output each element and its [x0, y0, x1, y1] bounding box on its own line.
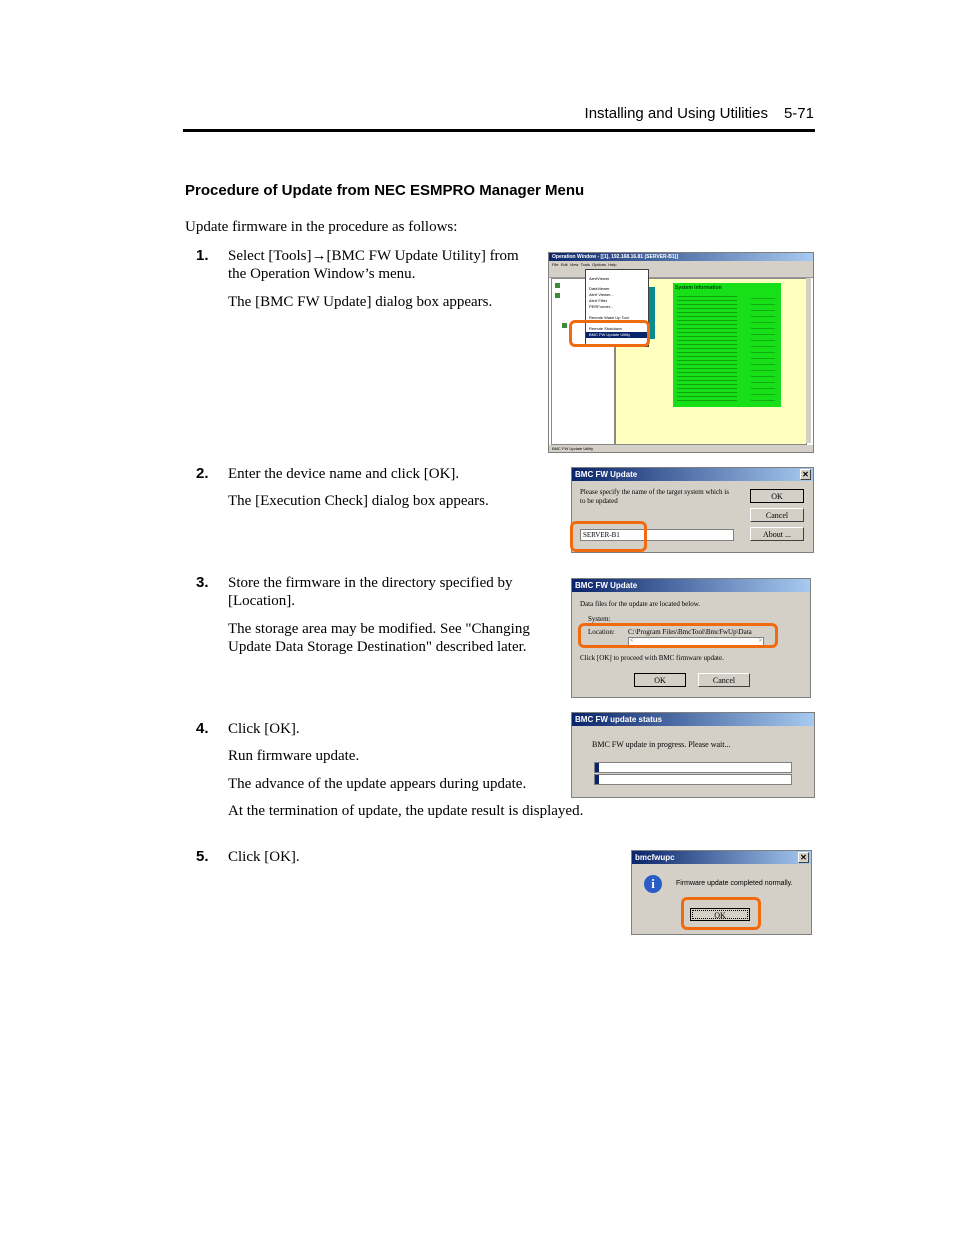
progress-bar-1	[594, 762, 792, 773]
menu-item-remote-shutdown[interactable]: Remote Shutdown	[589, 326, 622, 331]
dialog-titlebar	[632, 851, 811, 864]
menu-options[interactable]: Options	[592, 262, 606, 267]
step-3-number: 3.	[196, 574, 209, 591]
page-number: 5-71	[783, 105, 814, 122]
progress-fill	[595, 775, 599, 784]
system-name-input[interactable]: SERVER-B1	[580, 529, 734, 541]
step-5-text: Click [OK].	[228, 849, 300, 865]
ok-button[interactable]: OK	[690, 908, 750, 921]
menu-help[interactable]: Help	[608, 262, 617, 267]
menu-item-remote-wake-up[interactable]: Remote Wake Up Tool	[589, 315, 629, 320]
highlight-system-name-input	[570, 521, 647, 552]
operation-window-titlebar: Operation Window - [[1], 192.168.16.81 (SERVER-B1)]	[549, 253, 813, 261]
location-value: C:\Program Files\BmcTool\BmcFwUp\Data	[628, 628, 752, 636]
proceed-text: Click [OK] to proceed with BMC firmware update.	[580, 654, 724, 662]
step-4-note: Run firmware update.	[228, 748, 360, 764]
scroll-left-icon[interactable]: <	[630, 638, 634, 644]
cancel-button[interactable]: Cancel	[750, 508, 804, 522]
system-information-panel	[673, 283, 781, 407]
menu-tools[interactable]: Tools	[580, 262, 590, 267]
section-heading: Procedure of Update from NEC ESMPRO Manager Menu	[185, 182, 585, 199]
menu-file[interactable]: File	[552, 262, 559, 267]
menu-edit[interactable]: Edit	[560, 262, 568, 267]
progress-bar-2	[594, 774, 792, 785]
step-4-text: Click [OK].	[228, 721, 300, 737]
tree-node-icon	[555, 283, 560, 288]
highlight-ok-button	[681, 897, 761, 930]
ok-button[interactable]: OK	[750, 489, 804, 503]
step-3-text	[228, 574, 512, 610]
step-4-note: At the termination of update, the update result is displayed.	[228, 803, 584, 819]
info-values	[751, 293, 775, 401]
close-icon[interactable]: ✕	[798, 852, 809, 863]
step-3-line: [Location].	[228, 593, 296, 609]
step-1-note: The [BMC FW Update] dialog box appears.	[228, 294, 493, 310]
close-icon[interactable]: ✕	[800, 469, 811, 480]
running-header	[585, 105, 814, 122]
about-button[interactable]: About ...	[750, 527, 804, 541]
cancel-button[interactable]: Cancel	[698, 673, 750, 687]
menu-item-bmc-fw-update-utility[interactable]: BMC FW Update Utility	[586, 332, 648, 338]
step-1-line: the Operation Window’s menu.	[228, 266, 416, 282]
step-3-note-line: The storage area may be modified. See "Changing	[228, 621, 530, 637]
completion-message: Firmware update completed normally.	[676, 880, 793, 887]
step-1-line: Select [Tools]→[BMC FW Update Utility] from	[228, 248, 519, 264]
bmc-fw-update-status-screenshot	[571, 712, 815, 798]
tree-node-icon	[562, 323, 567, 328]
status-bar: BMC FW Update Utility	[549, 445, 814, 452]
ok-button[interactable]: OK	[634, 673, 686, 687]
step-2-number: 2.	[196, 465, 209, 482]
dialog-titlebar: BMC FW Update	[572, 579, 810, 592]
step-1-number: 1.	[196, 247, 209, 264]
step-3-line: Store the firmware in the directory specified by	[228, 575, 513, 591]
highlight-bmc-fw-update-menu-item	[569, 320, 650, 347]
dialog-title: BMC FW Update	[575, 470, 638, 479]
info-labels	[677, 293, 737, 401]
menu-item-dataviewer[interactable]: DataViewer	[589, 286, 610, 291]
prompt-line: Please specify the name of the target system which is	[580, 488, 729, 496]
menu-item-alertviewer[interactable]: AlertViewer	[589, 276, 610, 281]
progress-message: BMC FW update in progress. Please wait...	[592, 740, 731, 749]
menu-view[interactable]: View	[569, 262, 579, 267]
step-3-note	[228, 620, 530, 656]
step-2-note: The [Execution Check] dialog box appears.	[228, 493, 489, 509]
system-information-title: System Information	[675, 285, 722, 291]
info-icon: i	[644, 875, 662, 893]
operation-window-menubar	[549, 261, 813, 268]
operation-window-screenshot	[548, 252, 814, 453]
menu-item-alert-filter[interactable]: Alert Filter	[589, 298, 608, 303]
header-rule	[183, 129, 815, 132]
location-label: Location:	[588, 628, 615, 636]
scroll-right-icon[interactable]: >	[758, 638, 762, 644]
vertical-scrollbar[interactable]	[806, 278, 811, 443]
step-3-note-line: Update Data Storage Destination" described later.	[228, 639, 527, 655]
progress-fill	[595, 763, 599, 772]
header-section: Installing and Using Utilities	[584, 105, 768, 122]
highlight-location	[578, 623, 778, 648]
prompt-line: to be updated	[580, 497, 618, 505]
intro-text: Update firmware in the procedure as follows:	[185, 219, 458, 235]
system-label: System:	[588, 615, 611, 623]
step-4-note: The advance of the update appears during update.	[228, 776, 527, 792]
step-4-number: 4.	[196, 720, 209, 737]
menu-item-alert-viewer[interactable]: Alert Viewer...	[589, 292, 614, 297]
dialog-title: bmcfwupc	[635, 853, 675, 862]
data-files-label: Data files for the update are located below.	[580, 600, 701, 608]
dialog-titlebar	[572, 468, 813, 481]
step-1-text	[228, 247, 519, 283]
menu-item-performer[interactable]: PERFormer...	[589, 304, 614, 309]
dialog-prompt	[580, 488, 729, 506]
step-5-number: 5.	[196, 848, 209, 865]
tree-node-icon	[555, 293, 560, 298]
step-2-text: Enter the device name and click [OK].	[228, 466, 460, 482]
dialog-titlebar: BMC FW update status	[572, 713, 814, 726]
